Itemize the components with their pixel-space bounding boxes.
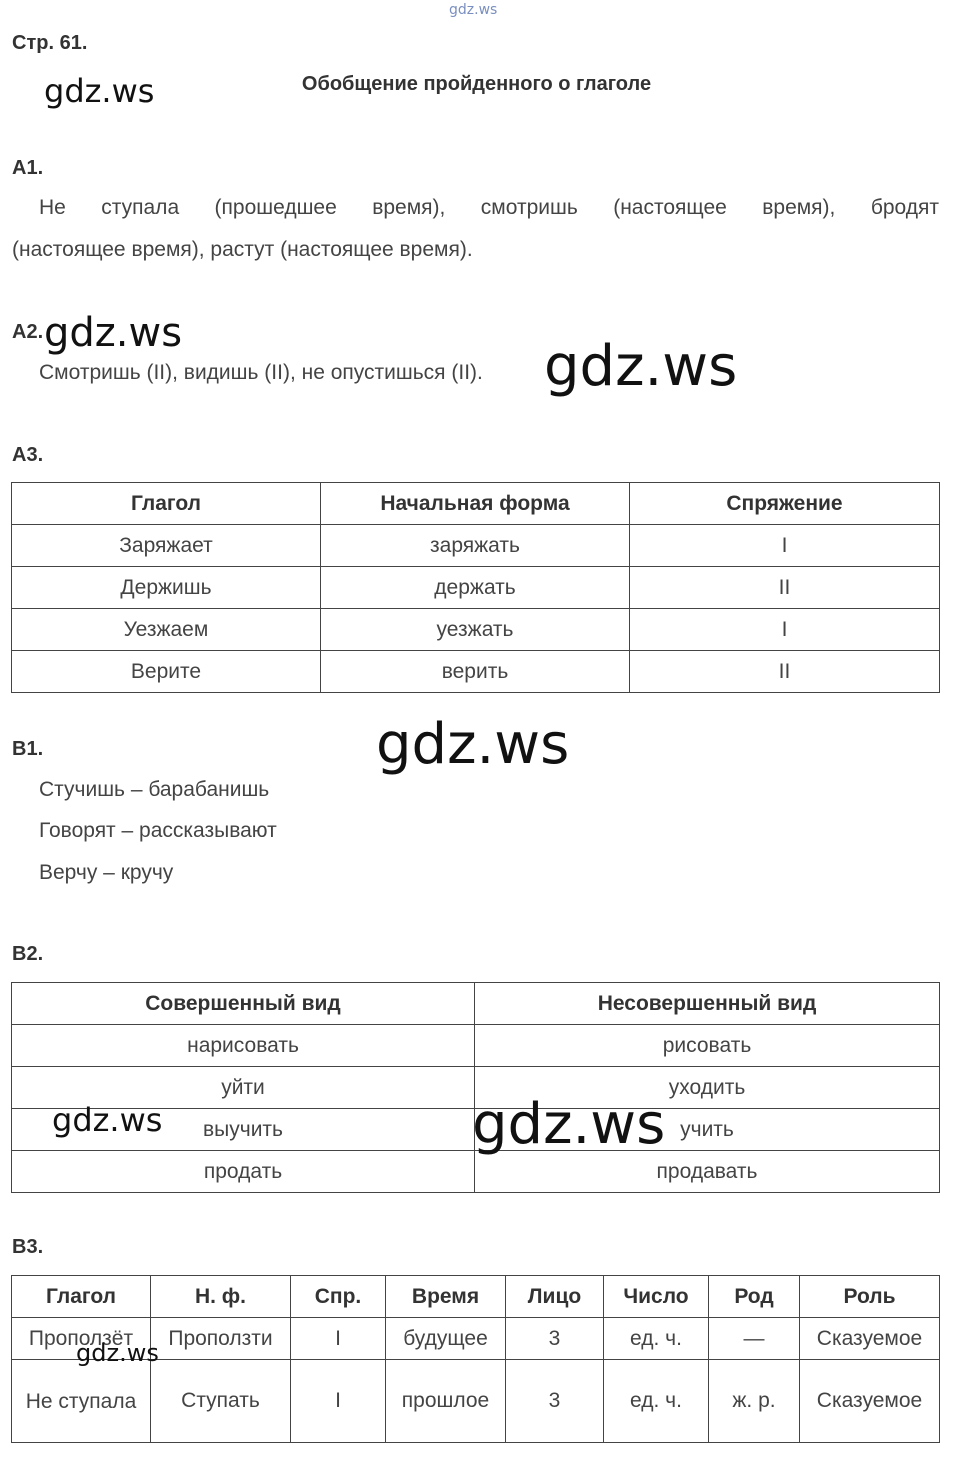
- watermark: gdz.ws: [376, 712, 570, 777]
- table-cell: Верите: [12, 651, 321, 693]
- watermark: gdz.ws: [52, 1101, 163, 1139]
- table-row: [12, 567, 940, 609]
- table-cell: ед. ч.: [604, 1360, 709, 1443]
- section-label-a3: А3.: [12, 444, 44, 466]
- a1-line-1: [39, 196, 939, 220]
- section-label-b1: В1.: [12, 738, 44, 760]
- a1-word: время),: [372, 196, 446, 219]
- table-cell: Не ступала: [12, 1360, 151, 1443]
- table-cell: ж. р.: [709, 1360, 800, 1443]
- table-cell: 3: [506, 1318, 604, 1360]
- table-cell: продать: [12, 1151, 475, 1193]
- table-cell: держать: [321, 567, 630, 609]
- table-cell: заряжать: [321, 525, 630, 567]
- table-cell: выучить: [12, 1109, 475, 1151]
- table-cell: продавать: [475, 1151, 940, 1193]
- header-cell: Совершенный вид: [12, 983, 475, 1025]
- a1-word: ступала: [101, 196, 180, 219]
- table-cell: учить: [475, 1109, 940, 1151]
- b1-line: Стучишь – барабанишь: [39, 778, 270, 801]
- a1-word: (прошедшее: [214, 196, 337, 219]
- a1-line-2: (настоящее время), растут (настоящее время).: [12, 238, 473, 261]
- table-header-row: [12, 483, 940, 525]
- table-row: [12, 1025, 940, 1067]
- page-title: Обобщение пройденного о глаголе: [301, 73, 652, 95]
- header-cell: Н. ф.: [151, 1276, 291, 1318]
- b1-line: Верчу – кручу: [39, 861, 174, 884]
- header-cell: Род: [709, 1276, 800, 1318]
- a3-table: [11, 482, 940, 693]
- table-row: [12, 651, 940, 693]
- section-label-a2: А2.: [12, 321, 44, 343]
- header-cell: Роль: [800, 1276, 940, 1318]
- header-cell: Спр.: [291, 1276, 386, 1318]
- watermark-top: gdz.ws: [449, 2, 498, 18]
- table-cell: II: [630, 651, 940, 693]
- table-cell: I: [630, 609, 940, 651]
- a1-word: (настоящее: [613, 196, 727, 219]
- b2-table: [11, 982, 940, 1193]
- header-cell: Время: [386, 1276, 506, 1318]
- watermark: gdz.ws: [472, 1092, 666, 1157]
- table-cell: уйти: [12, 1067, 475, 1109]
- table-cell: Заряжает: [12, 525, 321, 567]
- b1-line: Говорят – рассказывают: [39, 819, 277, 842]
- header-cell: Глагол: [12, 483, 321, 525]
- table-cell: Ступать: [151, 1360, 291, 1443]
- table-cell: ед. ч.: [604, 1318, 709, 1360]
- table-cell: II: [630, 567, 940, 609]
- table-row: [12, 525, 940, 567]
- watermark: gdz.ws: [76, 1339, 159, 1367]
- table-cell: будущее: [386, 1318, 506, 1360]
- table-cell: Проползёт: [12, 1318, 151, 1360]
- header-cell: Несовершенный вид: [475, 983, 940, 1025]
- a2-text: Смотришь (II), видишь (II), не опустишься (II).: [39, 361, 483, 384]
- table-cell: 3: [506, 1360, 604, 1443]
- a1-word: смотришь: [480, 196, 578, 219]
- header-cell: Глагол: [12, 1276, 151, 1318]
- table-row: [12, 1360, 940, 1443]
- header-cell: Число: [604, 1276, 709, 1318]
- watermark: gdz.ws: [44, 310, 183, 356]
- table-cell: I: [291, 1318, 386, 1360]
- table-cell: Держишь: [12, 567, 321, 609]
- table-cell: прошлое: [386, 1360, 506, 1443]
- watermark: gdz.ws: [44, 72, 155, 110]
- table-cell: Проползти: [151, 1318, 291, 1360]
- section-label-a1: А1.: [12, 157, 44, 179]
- table-cell: Сказуемое: [800, 1318, 940, 1360]
- table-cell: верить: [321, 651, 630, 693]
- header-cell: Спряжение: [630, 483, 940, 525]
- table-header-row: [12, 1276, 940, 1318]
- header-cell: Начальная форма: [321, 483, 630, 525]
- table-cell: уезжать: [321, 609, 630, 651]
- table-cell: нарисовать: [12, 1025, 475, 1067]
- table-header-row: [12, 983, 940, 1025]
- table-cell: I: [291, 1360, 386, 1443]
- table-cell: рисовать: [475, 1025, 940, 1067]
- a1-word: бродят: [870, 196, 939, 219]
- header-cell: Лицо: [506, 1276, 604, 1318]
- page-reference: Стр. 61.: [12, 32, 88, 54]
- section-label-b3: В3.: [12, 1236, 44, 1258]
- a1-word: время),: [762, 196, 836, 219]
- a1-word: Не: [39, 196, 66, 219]
- section-label-b2: В2.: [12, 943, 44, 965]
- table-cell: I: [630, 525, 940, 567]
- table-cell: Уезжаем: [12, 609, 321, 651]
- table-cell: —: [709, 1318, 800, 1360]
- watermark: gdz.ws: [544, 334, 738, 399]
- table-cell: уходить: [475, 1067, 940, 1109]
- table-cell: Сказуемое: [800, 1360, 940, 1443]
- table-row: [12, 609, 940, 651]
